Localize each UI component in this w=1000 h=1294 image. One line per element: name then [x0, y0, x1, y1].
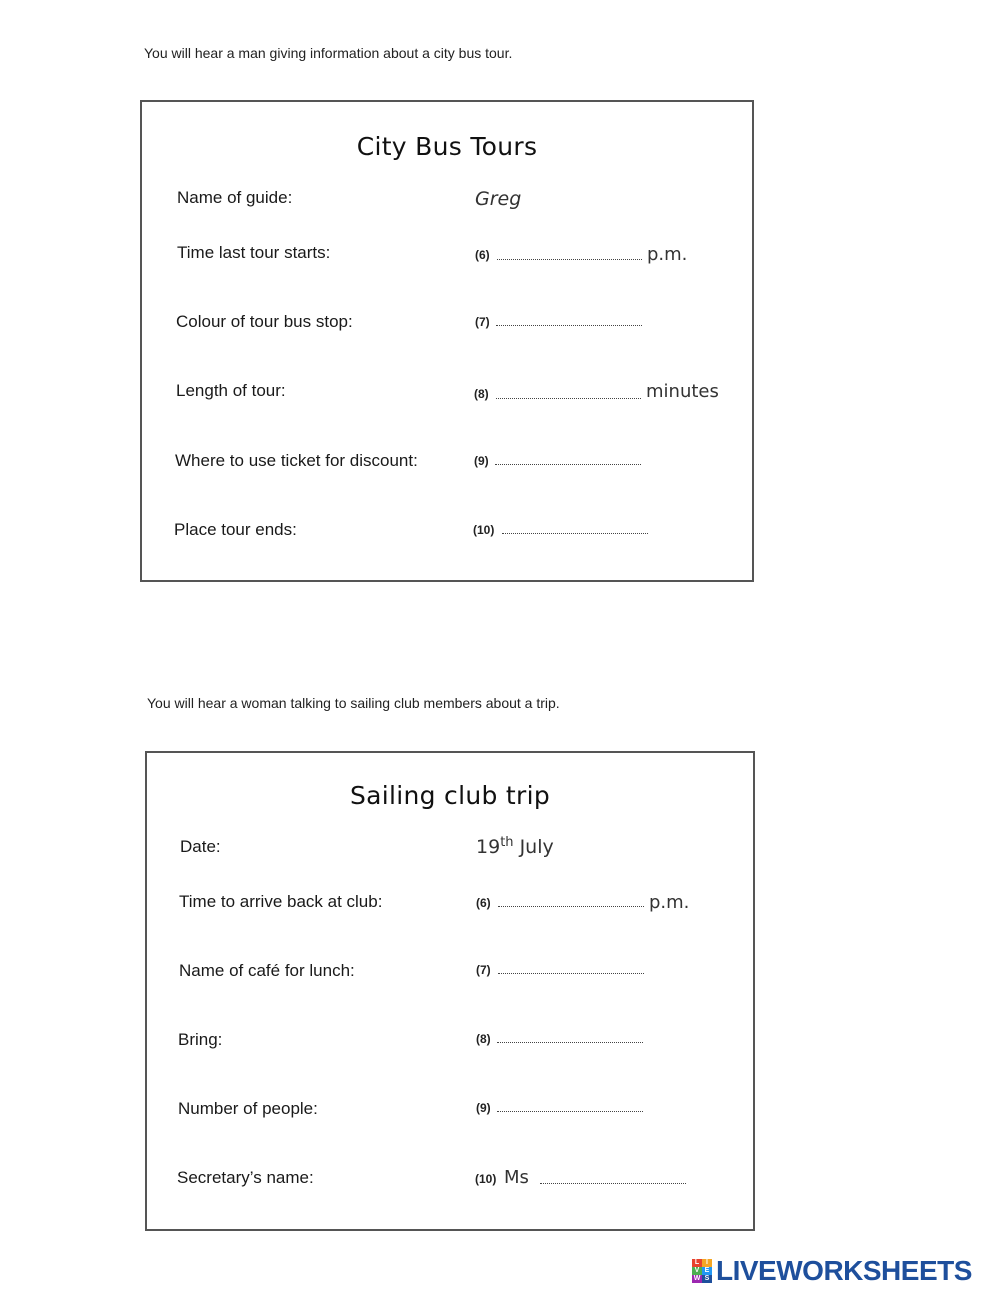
arrival-time-label: Time to arrive back at club:	[179, 892, 383, 911]
section2-intro: You will hear a woman talking to sailing club members about a trip.	[147, 695, 560, 711]
liveworksheets-wordmark: LIVEWORKSHEETS	[716, 1255, 972, 1286]
date-answer	[476, 835, 554, 858]
question-6-number: (6)	[475, 248, 490, 262]
question-7-number: (7)	[475, 315, 490, 329]
trip-question-7-number: (7)	[476, 963, 491, 977]
guide-name-answer: Greg	[475, 188, 522, 210]
trip-question-6-number: (6)	[476, 896, 491, 910]
trip-question-6-suffix: p.m.	[649, 892, 690, 913]
date-answer-month: July	[519, 836, 554, 858]
bus-stop-colour-label: Colour of tour bus stop:	[176, 312, 353, 331]
city-bus-tours-title: City Bus Tours	[356, 132, 538, 161]
trip-question-10-number: (10)	[475, 1172, 497, 1186]
liveworksheets-mark-icon: L I V E W S	[692, 1259, 712, 1283]
question-8-suffix: minutes	[646, 381, 719, 402]
secretary-title-prefix: Ms	[504, 1167, 529, 1188]
question-8-number: (8)	[474, 387, 489, 401]
last-tour-time-label: Time last tour starts:	[177, 243, 331, 262]
date-label: Date:	[180, 837, 221, 856]
trip-question-8-number: (8)	[476, 1032, 491, 1046]
question-9-answer-blank[interactable]	[495, 464, 641, 465]
question-10-answer-blank[interactable]	[502, 533, 648, 534]
tour-end-place-label: Place tour ends:	[174, 520, 297, 539]
guide-name-label: Name of guide:	[177, 188, 293, 207]
trip-question-6-answer-blank[interactable]	[498, 906, 644, 907]
trip-question-7-answer-blank[interactable]	[498, 973, 644, 974]
trip-question-10-answer-blank[interactable]	[540, 1183, 686, 1184]
question-10-number: (10)	[473, 523, 495, 537]
tour-length-label: Length of tour:	[176, 381, 286, 400]
trip-question-8-answer-blank[interactable]	[497, 1042, 643, 1043]
trip-question-9-number: (9)	[476, 1101, 491, 1115]
question-8-answer-blank[interactable]	[496, 398, 641, 399]
question-6-answer-blank[interactable]	[497, 259, 642, 260]
sailing-club-trip-box	[145, 751, 755, 1231]
question-9-number: (9)	[474, 454, 489, 468]
sailing-club-trip-title: Sailing club trip	[349, 781, 551, 810]
trip-question-9-answer-blank[interactable]	[497, 1111, 643, 1112]
date-answer-ordinal: th	[500, 835, 514, 850]
bring-label: Bring:	[178, 1030, 223, 1049]
section1-intro: You will hear a man giving information about a city bus tour.	[144, 45, 513, 61]
date-answer-day: 19	[476, 836, 501, 858]
discount-location-label: Where to use ticket for discount:	[175, 451, 418, 470]
city-bus-tours-box	[140, 100, 754, 582]
question-6-suffix: p.m.	[647, 244, 688, 265]
number-of-people-label: Number of people:	[178, 1099, 318, 1118]
cafe-name-label: Name of café for lunch:	[179, 961, 355, 980]
liveworksheets-logo[interactable]	[692, 1256, 972, 1286]
question-7-answer-blank[interactable]	[496, 325, 642, 326]
secretary-name-label: Secretary’s name:	[177, 1168, 314, 1187]
